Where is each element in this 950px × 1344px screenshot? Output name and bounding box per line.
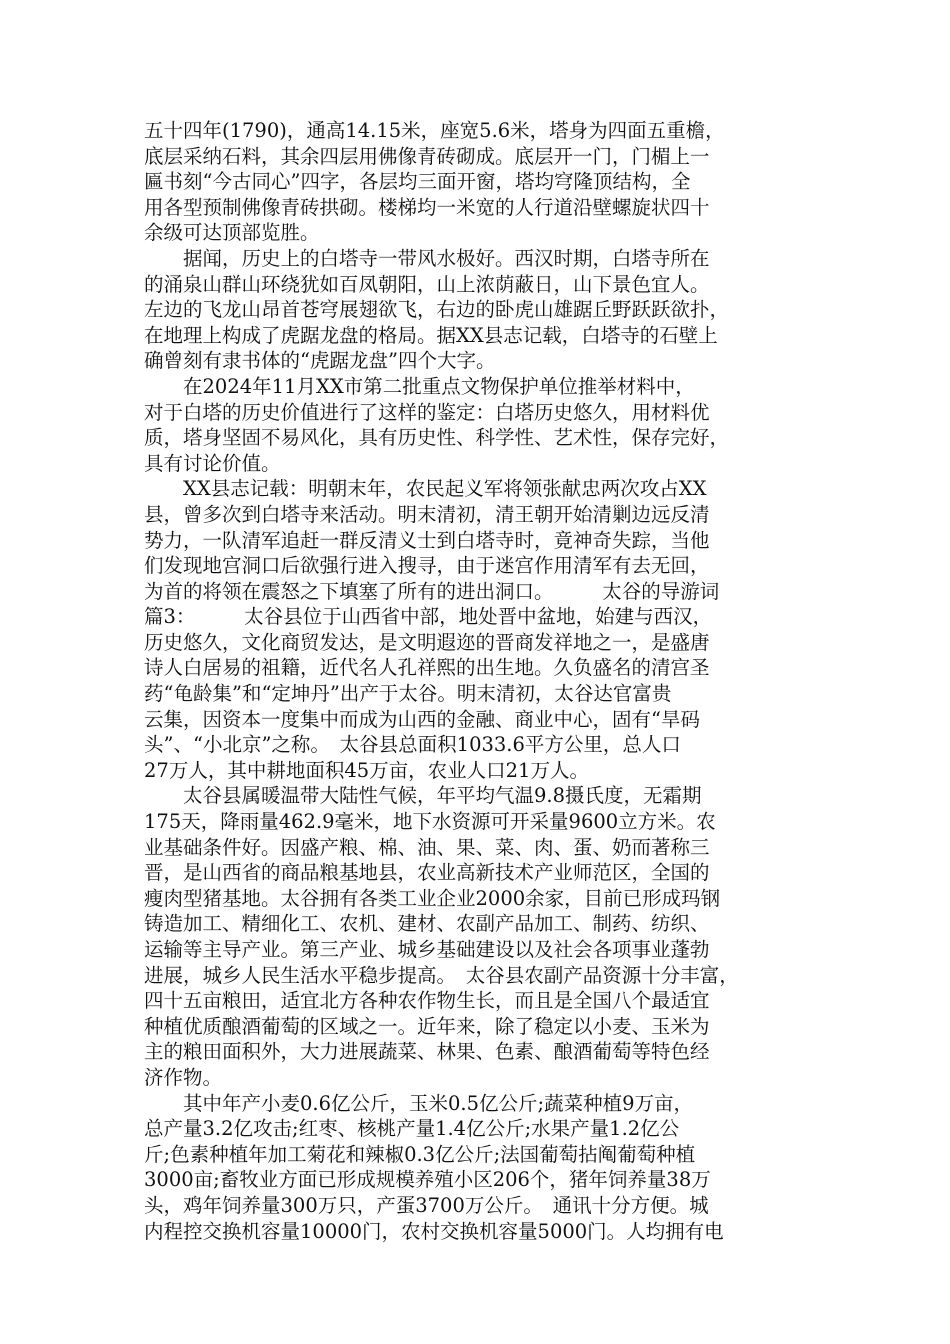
text-line: 太谷县属暖温带大陆性气候，年平均气温9.8摄氏度，无霜期 [144, 784, 702, 808]
text-line: 175天，降雨量462.9毫米，地下水资源可开采量9600立方米。农 [144, 810, 716, 834]
text-line: 匾书刻“今古同心”四字，各层均三面开窗，塔均穹隆顶结构，全 [144, 170, 691, 194]
text-line: 业基础条件好。因盛产粮、棉、油、果、菜、肉、蛋、奶而著称三 [144, 835, 710, 859]
text-line: 总产量3.2亿攻击;红枣、核桃产量1.4亿公斤;水果产量1.2亿公 [144, 1117, 680, 1141]
text-line: 四十五亩粮田，适宜北方各种农作物生长，而且是全国八个最适宜 [144, 989, 710, 1013]
text-line: 历史悠久，文化商贸发达，是文明遐迩的晋商发祥地之一，是盛唐 [144, 630, 710, 654]
text-line: 主的粮田面积外，大力进展蔬菜、林果、色素、酿酒葡萄等特色经 [144, 1040, 710, 1064]
text-line: 斤;色素种植年加工菊花和辣椒0.3亿公斤;法国葡萄拈阄葡萄种植 [144, 1142, 696, 1166]
text-line: 3000亩;畜牧业方面已形成规模养殖小区206个，猪年饲养量38万 [144, 1168, 711, 1192]
text-line: 的涌泉山群山环绕犹如百凤朝阳，山上浓荫蔽日，山下景色宜人。 [144, 272, 710, 296]
text-line: 县，曾多次到白塔寺来活动。明末清初，清王朝开始清剿边远反清 [144, 502, 710, 526]
text-line: 种植优质酿酒葡萄的区域之一。近年来，除了稳定以小麦、玉米为 [144, 1014, 710, 1038]
text-line: 为首的将领在震怒之下填塞了所有的进出洞口。 太谷的导游词 [144, 579, 720, 603]
text-line: 确曾刻有隶书体的“虎踞龙盘”四个大字。 [144, 349, 496, 373]
text-line: XX县志记载：明朝末年，农民起义军将领张献忠两次攻占XX [144, 477, 707, 501]
text-line: 对于白塔的历史价值进行了这样的鉴定：白塔历史悠久，用材料优 [144, 400, 710, 424]
text-line: 头，鸡年饲养量300万只，产蛋3700万公斤。 通讯十分方便。城 [144, 1193, 709, 1217]
text-line: 头”、“小北京”之称。 太谷县总面积1033.6平方公里，总人口 [144, 733, 681, 757]
text-line: 进展，城乡人民生活水平稳步提高。 太谷县农副产品资源十分丰富， [144, 963, 739, 987]
text-line: 其中年产小麦0.6亿公斤，玉米0.5亿公斤;蔬菜种植9万亩， [144, 1091, 693, 1115]
text-line: 在地理上构成了虎踞龙盘的格局。据XX县志记载，白塔寺的石壁上 [144, 323, 718, 347]
text-line: 余级可达顶部览胜。 [144, 221, 320, 245]
text-line: 内程控交换机容量10000门，农村交换机容量5000门。人均拥有电 [144, 1219, 724, 1243]
text-line: 铸造加工、精细化工、农机、建材、农副产品加工、制药、纺织、 [144, 912, 710, 936]
text-line: 济作物。 [144, 1065, 223, 1089]
text-line: 五十四年(1790)，通高14.15米，座宽5.6米，塔身为四面五重檐， [144, 119, 725, 142]
text-line: 篇3： 太谷县位于山西省中部，地处晋中盆地，始建与西汉， [144, 605, 713, 629]
text-line: 据闻，历史上的白塔寺一带风水极好。西汉时期，白塔寺所在 [144, 246, 710, 270]
text-line: 瘦肉型猪基地。太谷拥有各类工业企业2000余家，目前已形成玛钢 [144, 886, 721, 910]
text-line: 左边的飞龙山昂首苍穹展翅欲飞，右边的卧虎山雄踞丘野跃跃欲扑， [144, 298, 730, 322]
text-line: 质，塔身坚固不易风化，具有历史性、科学性、艺术性，保存完好， [144, 426, 730, 450]
text-line: 云集，因资本一度集中而成为山西的金融、商业中心，固有“旱码 [144, 707, 700, 731]
text-line: 们发现地宫洞口后欲强行进入搜寻，由于迷宫作用清军有去无回， [144, 554, 710, 578]
text-line: 在2024年11月XX市第二批重点文物保护单位推举材料中， [144, 374, 695, 398]
text-line: 诗人白居易的祖籍，近代名人孔祥熙的出生地。久负盛名的清宫圣 [144, 656, 710, 680]
text-line: 具有讨论价值。 [144, 451, 281, 475]
text-line: 用各型预制佛像青砖拱砌。楼梯均一米宽的人行道沿壁螺旋状四十 [144, 195, 710, 219]
text-line: 药“龟龄集”和“定坤丹”出产于太谷。明末清初，太谷达官富贵 [144, 682, 672, 706]
text-line: 晋，是山西省的商品粮基地县，农业高新技术产业师范区，全国的 [144, 861, 710, 885]
text-line: 27万人，其中耕地面积45万亩，农业人口21万人。 [144, 758, 589, 782]
text-line: 势力，一队清军追赶一群反清义士到白塔寺时，竟神奇失踪，当他 [144, 528, 710, 552]
document-page [144, 118, 806, 1244]
text-line: 底层采纳石料，其余四层用佛像青砖砌成。底层开一门，门楣上一 [144, 144, 710, 168]
text-line: 运输等主导产业。第三产业、城乡基础建设以及社会各项事业蓬勃 [144, 938, 710, 961]
